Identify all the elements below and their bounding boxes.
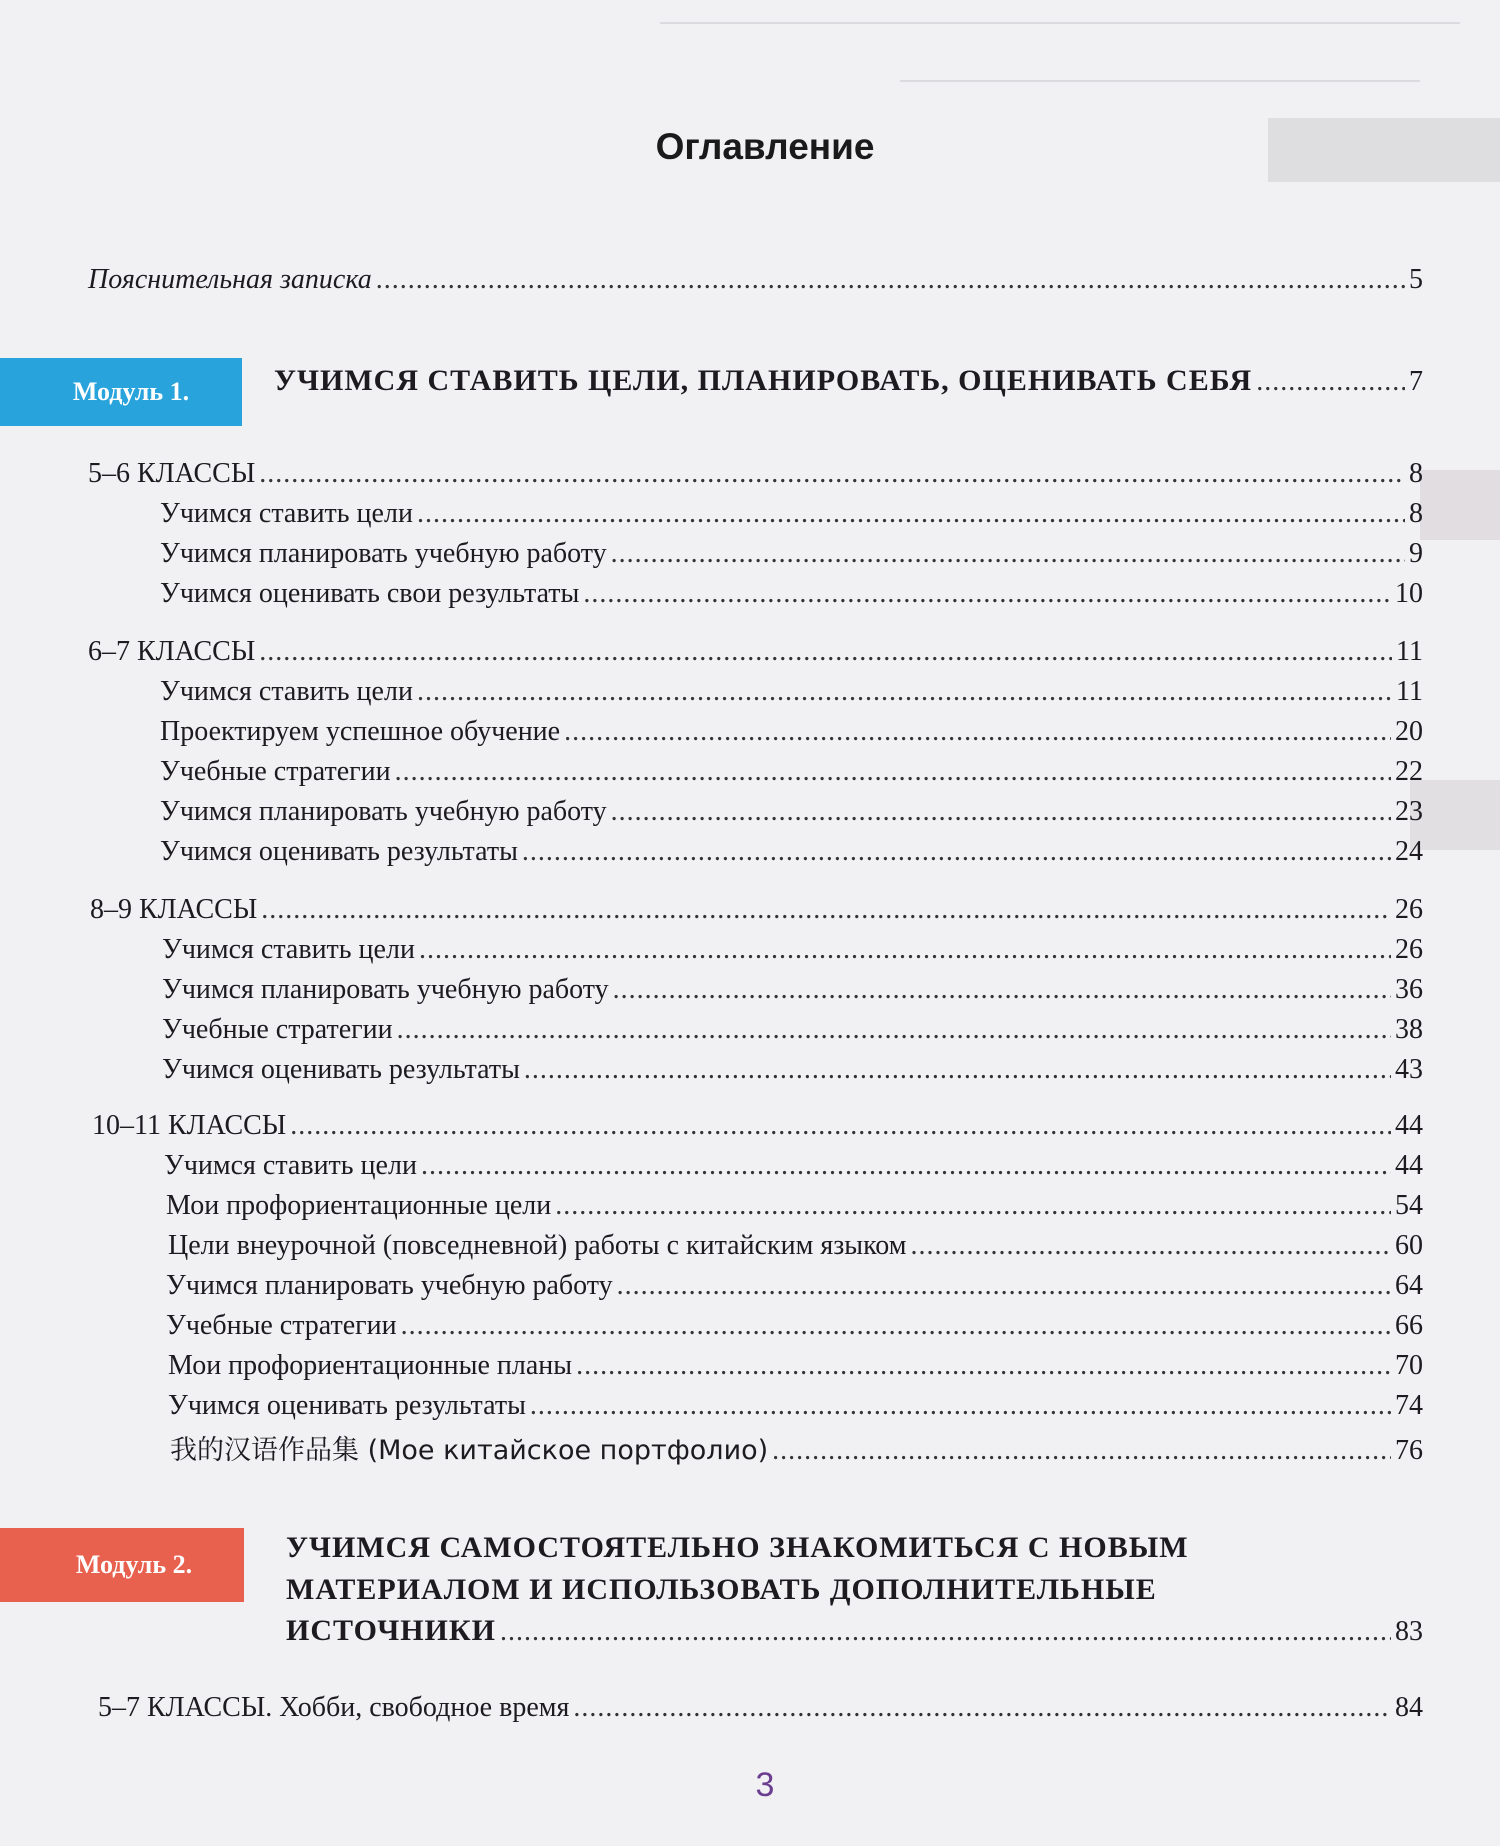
toc-page-number: 26 bbox=[1395, 894, 1423, 925]
toc-page-number: 22 bbox=[1395, 756, 1423, 787]
bleed-through-text bbox=[660, 8, 1460, 38]
toc-page-number: 11 bbox=[1396, 676, 1423, 707]
toc-page-number: 43 bbox=[1395, 1054, 1423, 1085]
toc-entry-label: Цели внеурочной (повседневной) работы с китайским языком bbox=[168, 1230, 907, 1261]
toc-page-number: 8 bbox=[1409, 458, 1423, 489]
toc-page-number: 24 bbox=[1395, 836, 1423, 867]
toc-leader-dots bbox=[376, 264, 1405, 296]
toc-section-heading[interactable] bbox=[92, 1110, 1423, 1142]
toc-entry-label: Учимся оценивать результаты bbox=[162, 1054, 520, 1085]
toc-page-number: 74 bbox=[1395, 1390, 1423, 1421]
toc-entry-label: Учимся планировать учебную работу bbox=[160, 538, 607, 569]
toc-page-number: 66 bbox=[1395, 1310, 1423, 1341]
toc-page-number: 64 bbox=[1395, 1270, 1423, 1301]
toc-page-number: 5 bbox=[1409, 264, 1423, 295]
toc-entry-label: Пояснительная записка bbox=[88, 264, 372, 295]
module-1-badge bbox=[0, 358, 242, 426]
toc-entry-label: Учимся ставить цели bbox=[160, 498, 413, 529]
toc-entry-module-2[interactable] bbox=[286, 1614, 1423, 1648]
toc-page-number: 38 bbox=[1395, 1014, 1423, 1045]
toc-entry[interactable] bbox=[166, 1310, 1423, 1342]
toc-leader-dots bbox=[573, 1692, 1391, 1724]
toc-page-number: 70 bbox=[1395, 1350, 1423, 1381]
toc-entry-label: 我的汉语作品集 (Мое китайское портфолио) bbox=[170, 1435, 769, 1466]
module-2-title-line-2: МАТЕРИАЛОМ И ИСПОЛЬЗОВАТЬ ДОПОЛНИТЕЛЬНЫЕ bbox=[286, 1573, 1157, 1606]
toc-entry-label: 5–7 КЛАССЫ. Хобби, свободное время bbox=[98, 1692, 570, 1723]
toc-page-number: 84 bbox=[1395, 1692, 1423, 1723]
toc-entry-label: Учимся ставить цели bbox=[160, 676, 413, 707]
toc-entry-label: Учимся оценивать результаты bbox=[168, 1390, 526, 1421]
toc-entry-label: Учебные стратегии bbox=[166, 1310, 397, 1341]
toc-page-number: 9 bbox=[1409, 538, 1423, 569]
toc-leader-dots bbox=[417, 676, 1392, 708]
toc-leader-dots bbox=[910, 1230, 1391, 1262]
module-2-title-line-1: УЧИМСЯ САМОСТОЯТЕЛЬНО ЗНАКОМИТЬСЯ С НОВЫМ bbox=[286, 1531, 1189, 1564]
toc-section-heading[interactable] bbox=[88, 636, 1423, 668]
toc-leader-dots bbox=[259, 458, 1405, 490]
toc-entry-label: 10–11 КЛАССЫ bbox=[92, 1110, 287, 1141]
toc-leader-dots bbox=[1256, 366, 1405, 398]
toc-entry[interactable] bbox=[170, 1428, 1423, 1467]
toc-leader-dots bbox=[401, 1310, 1391, 1342]
toc-entry[interactable] bbox=[160, 796, 1423, 828]
toc-leader-dots bbox=[500, 1616, 1391, 1648]
toc-entry[interactable] bbox=[160, 716, 1423, 748]
toc-entry-label: 8–9 КЛАССЫ bbox=[90, 894, 258, 925]
toc-entry[interactable] bbox=[168, 1230, 1423, 1262]
toc-leader-dots bbox=[564, 716, 1391, 748]
toc-page-number: 76 bbox=[1395, 1435, 1423, 1466]
toc-page-number: 23 bbox=[1395, 796, 1423, 827]
toc-section-heading[interactable] bbox=[90, 894, 1423, 926]
toc-entry[interactable] bbox=[164, 1150, 1423, 1182]
toc-entry-label: Учимся планировать учебную работу bbox=[162, 974, 609, 1005]
toc-page-number: 26 bbox=[1395, 934, 1423, 965]
toc-leader-dots bbox=[611, 796, 1391, 828]
toc-entry-label: 5–6 КЛАССЫ bbox=[88, 458, 256, 489]
toc-leader-dots bbox=[259, 636, 1392, 668]
toc-entry[interactable] bbox=[160, 538, 1423, 570]
module-badge-label: Модуль 2. bbox=[75, 1550, 193, 1579]
bleed-through-block bbox=[1420, 470, 1500, 540]
toc-entry-label: Мои профориентационные планы bbox=[168, 1350, 573, 1381]
toc-leader-dots bbox=[530, 1390, 1391, 1422]
toc-page-number: 54 bbox=[1395, 1190, 1423, 1221]
toc-leader-dots bbox=[555, 1190, 1391, 1222]
toc-leader-dots bbox=[524, 1054, 1391, 1086]
toc-leader-dots bbox=[613, 974, 1391, 1006]
toc-entry-label: Учимся планировать учебную работу bbox=[166, 1270, 613, 1301]
toc-leader-dots bbox=[617, 1270, 1391, 1302]
toc-entry[interactable] bbox=[166, 1270, 1423, 1302]
toc-entry-label: Мои профориентационные цели bbox=[166, 1190, 552, 1221]
toc-entry[interactable] bbox=[160, 836, 1423, 868]
toc-entry-label: Учимся оценивать свои результаты bbox=[160, 578, 580, 609]
toc-leader-dots bbox=[261, 894, 1391, 926]
toc-leader-dots bbox=[583, 578, 1391, 610]
toc-entry[interactable] bbox=[160, 498, 1423, 530]
toc-leader-dots bbox=[522, 836, 1391, 868]
toc-entry[interactable] bbox=[162, 1054, 1423, 1086]
toc-entry[interactable] bbox=[162, 974, 1423, 1006]
page-number: 3 bbox=[755, 1766, 775, 1804]
toc-entry[interactable] bbox=[166, 1190, 1423, 1222]
toc-leader-dots bbox=[290, 1110, 1391, 1142]
bleed-through-block bbox=[1410, 780, 1500, 850]
toc-entry[interactable] bbox=[168, 1350, 1423, 1382]
toc-entry[interactable] bbox=[160, 756, 1423, 788]
module-2-title-line-3: ИСТОЧНИКИ bbox=[286, 1614, 496, 1647]
toc-page-number: 11 bbox=[1396, 636, 1423, 667]
toc-entry-explanatory-note[interactable] bbox=[88, 264, 1423, 296]
toc-leader-dots bbox=[397, 1014, 1391, 1046]
toc-entry[interactable] bbox=[162, 934, 1423, 966]
toc-entry-label: Учимся ставить цели bbox=[164, 1150, 417, 1181]
toc-entry[interactable] bbox=[160, 676, 1423, 708]
toc-leader-dots bbox=[421, 1150, 1391, 1182]
toc-leader-dots bbox=[417, 498, 1405, 530]
toc-entry-label: Учимся ставить цели bbox=[162, 934, 415, 965]
toc-entry-label: 6–7 КЛАССЫ bbox=[88, 636, 256, 667]
toc-leader-dots bbox=[772, 1435, 1391, 1467]
toc-entry[interactable] bbox=[98, 1692, 1423, 1724]
module-1-title: УЧИМСЯ СТАВИТЬ ЦЕЛИ, ПЛАНИРОВАТЬ, ОЦЕНИВАТЬ СЕБЯ bbox=[274, 364, 1253, 397]
toc-page-number: 60 bbox=[1395, 1230, 1423, 1261]
toc-entry[interactable] bbox=[162, 1014, 1423, 1046]
toc-page-number: 44 bbox=[1395, 1150, 1423, 1181]
toc-page-number: 83 bbox=[1395, 1616, 1423, 1647]
toc-page-number: 10 bbox=[1395, 578, 1423, 609]
toc-page-number: 36 bbox=[1395, 974, 1423, 1005]
toc-entry-label: Учебные стратегии bbox=[162, 1014, 393, 1045]
toc-leader-dots bbox=[419, 934, 1391, 966]
toc-entry-label: Учимся оценивать результаты bbox=[160, 836, 518, 867]
toc-entry-module-1[interactable] bbox=[274, 364, 1423, 398]
toc-section-heading[interactable] bbox=[88, 458, 1423, 490]
toc-entry-label: Проектируем успешное обучение bbox=[160, 716, 561, 747]
toc-entry-label: Учебные стратегии bbox=[160, 756, 391, 787]
module-2-badge bbox=[0, 1528, 244, 1602]
toc-leader-dots bbox=[611, 538, 1405, 570]
toc-entry[interactable] bbox=[160, 578, 1423, 610]
module-badge-label: Модуль 1. bbox=[72, 377, 190, 406]
toc-page-number: 20 bbox=[1395, 716, 1423, 747]
toc-entry-label: Учимся планировать учебную работу bbox=[160, 796, 607, 827]
toc-leader-dots bbox=[576, 1350, 1391, 1382]
toc-leader-dots bbox=[395, 756, 1391, 788]
bleed-through-text bbox=[900, 66, 1420, 96]
toc-page-number: 8 bbox=[1409, 498, 1423, 529]
toc-entry[interactable] bbox=[168, 1390, 1423, 1422]
toc-page-number: 7 bbox=[1409, 366, 1423, 397]
toc-page-number: 44 bbox=[1395, 1110, 1423, 1141]
page-title: Оглавление bbox=[655, 126, 875, 167]
